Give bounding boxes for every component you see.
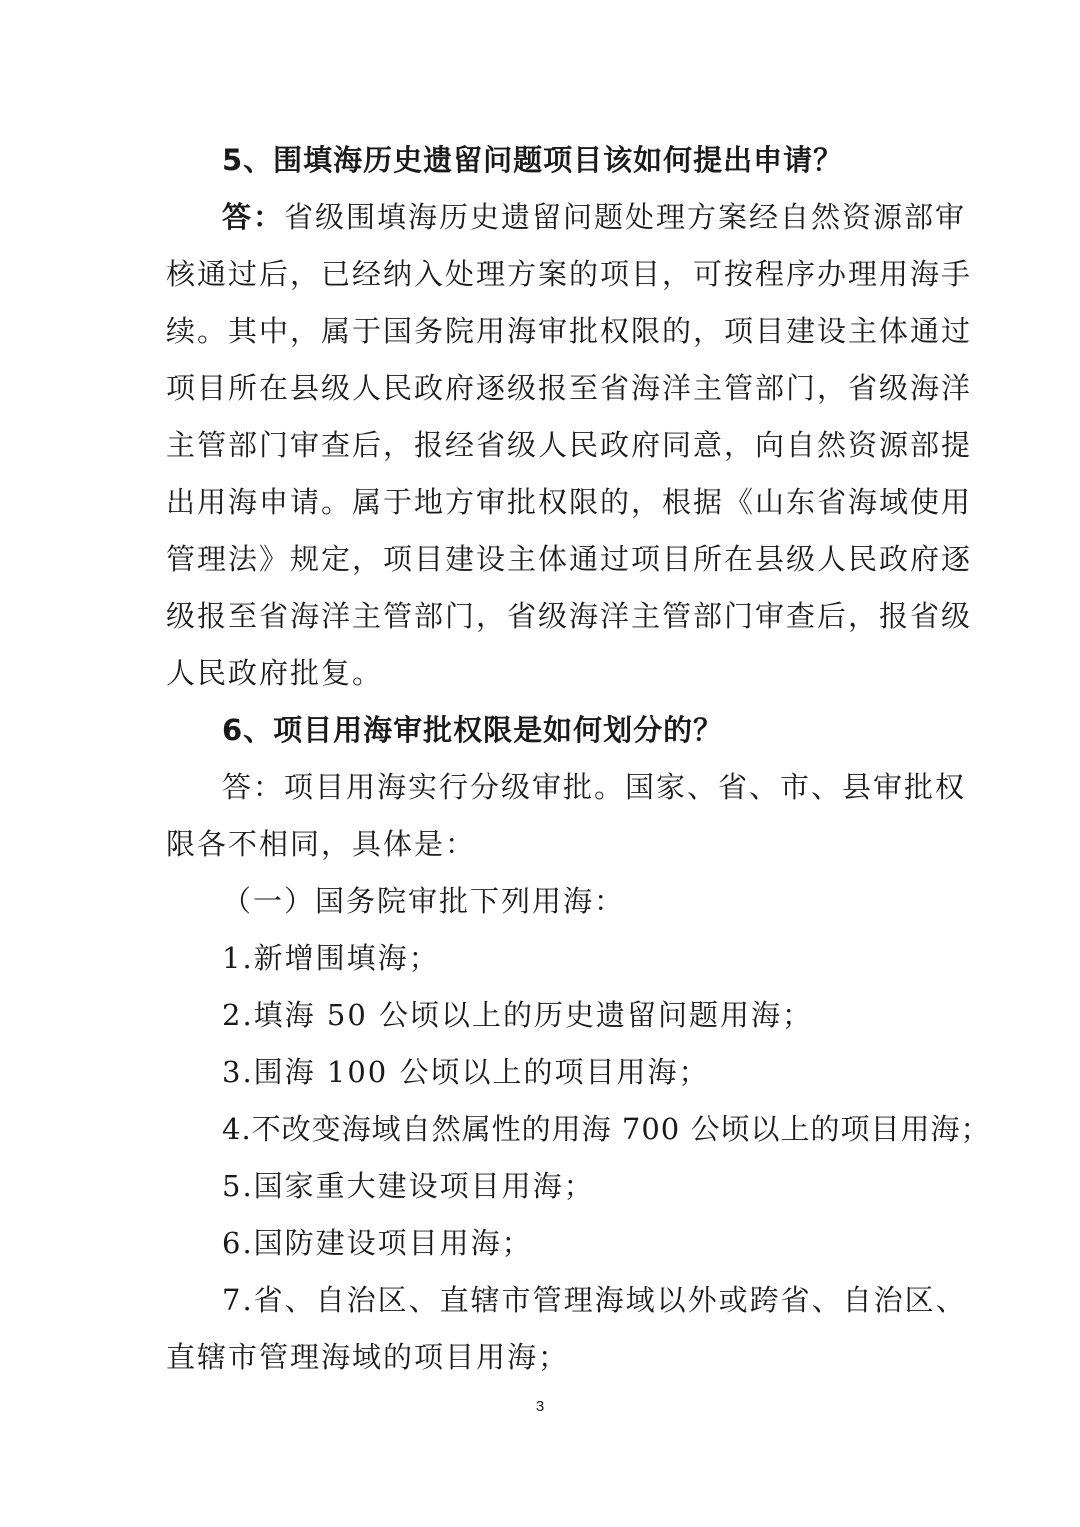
question-5-answer-line: 管理法》规定，项目建设主体通过项目所在县级人民政府逐 [166, 542, 973, 576]
question-5-answer-line: 人民政府批复。 [166, 656, 384, 690]
answer-label: 答： [222, 200, 285, 234]
answer-text: 省级围填海历史遗留问题处理方案经自然资源部审 [284, 200, 967, 234]
subsection-heading: （一）国务院审批下列用海： [222, 884, 626, 918]
list-item: 1.新增围填海； [222, 941, 440, 975]
list-item-continuation: 直辖市管理海域的项目用海； [166, 1340, 570, 1374]
question-6-answer-first-line: 答：项目用海实行分级审批。国家、省、市、县审批权 [222, 770, 967, 804]
list-item: 3.围海 100 公顷以上的项目用海； [222, 1055, 710, 1089]
question-5-answer-line: 级报至省海洋主管部门，省级海洋主管部门审查后，报省级 [166, 599, 973, 633]
list-item: 5.国家重大建设项目用海； [222, 1169, 595, 1203]
page-number: 3 [535, 1398, 545, 1415]
question-5-answer-line: 项目所在县级人民政府逐级报至省海洋主管部门，省级海洋 [166, 371, 973, 405]
list-item: 4.不改变海域自然属性的用海 700 公顷以上的项目用海； [222, 1112, 991, 1146]
question-5-answer-line: 续。其中，属于国务院用海审批权限的，项目建设主体通过 [166, 314, 973, 348]
list-item: 6.国防建设项目用海； [222, 1226, 533, 1260]
question-6-heading: 6、项目用海审批权限是如何划分的？ [222, 713, 724, 747]
question-5-answer-line: 核通过后，已经纳入处理方案的项目，可按程序办理用海手 [166, 257, 973, 291]
list-item: 7.省、自治区、直辖市管理海域以外或跨省、自治区、 [222, 1283, 967, 1317]
question-5-answer-line: 出用海申请。属于地方审批权限的，根据《山东省海域使用 [166, 485, 973, 519]
question-5-answer-first-line [222, 197, 967, 237]
question-5-heading: 5、围填海历史遗留问题项目该如何提出申请？ [222, 143, 844, 177]
question-6-answer-second-line: 限各不相同，具体是： [166, 827, 477, 861]
list-item: 2.填海 50 公顷以上的历史遗留问题用海； [222, 998, 814, 1032]
question-5-answer-line: 主管部门审查后，报经省级人民政府同意，向自然资源部提 [166, 428, 973, 462]
